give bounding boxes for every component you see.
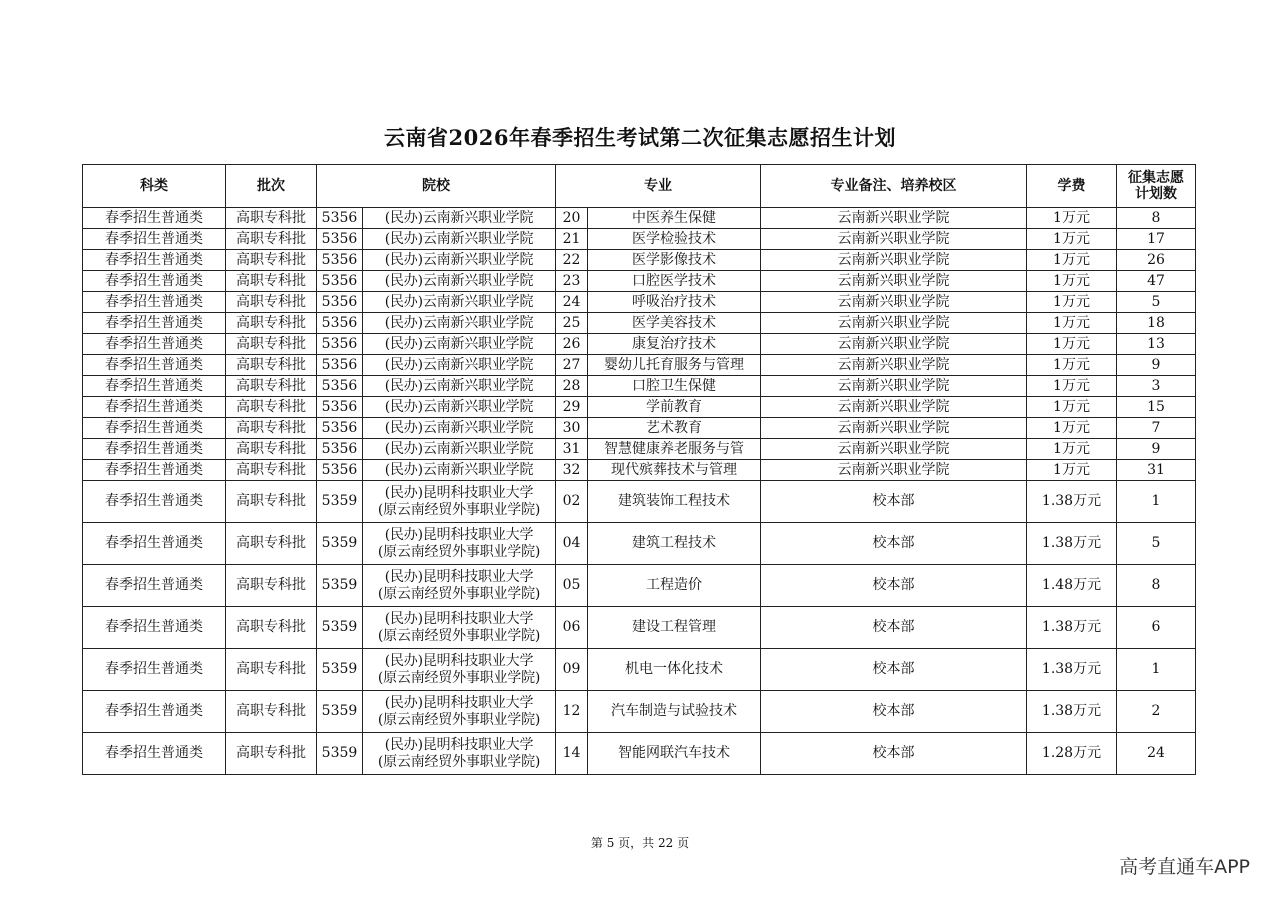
cell-category: 春季招生普通类 — [83, 229, 226, 250]
cell-major: 呼吸治疗技术 — [588, 292, 761, 313]
cell-note: 云南新兴职业学院 — [761, 376, 1027, 397]
cell-batch: 高职专科批 — [226, 376, 317, 397]
header-note: 专业备注、培养校区 — [761, 165, 1027, 208]
cell-fee: 1.38万元 — [1027, 523, 1117, 565]
cell-school — [363, 649, 556, 691]
cell-batch: 高职专科批 — [226, 292, 317, 313]
cell-school-line2: (原云南经贸外事职业学院) — [377, 669, 541, 686]
table-row — [83, 271, 1196, 292]
cell-school-code: 5356 — [317, 418, 363, 439]
cell-school: (民办)云南新兴职业学院 — [363, 229, 556, 250]
cell-plan: 9 — [1117, 355, 1196, 376]
table-row — [83, 691, 1196, 733]
cell-major: 医学检验技术 — [588, 229, 761, 250]
cell-major-code: 22 — [556, 250, 588, 271]
cell-major: 建筑装饰工程技术 — [588, 481, 761, 523]
table-row — [83, 250, 1196, 271]
cell-fee: 1.38万元 — [1027, 481, 1117, 523]
cell-plan: 6 — [1117, 607, 1196, 649]
cell-school-code: 5359 — [317, 565, 363, 607]
header-plan-line1: 征集志愿 — [1128, 170, 1184, 186]
cell-category: 春季招生普通类 — [83, 649, 226, 691]
cell-major-code: 20 — [556, 208, 588, 229]
cell-plan: 1 — [1117, 649, 1196, 691]
cell-category: 春季招生普通类 — [83, 460, 226, 481]
cell-batch: 高职专科批 — [226, 208, 317, 229]
cell-batch: 高职专科批 — [226, 460, 317, 481]
cell-note: 云南新兴职业学院 — [761, 271, 1027, 292]
cell-plan: 47 — [1117, 271, 1196, 292]
table-row — [83, 460, 1196, 481]
cell-plan: 9 — [1117, 439, 1196, 460]
cell-major: 口腔卫生保健 — [588, 376, 761, 397]
cell-school — [363, 523, 556, 565]
cell-note: 云南新兴职业学院 — [761, 418, 1027, 439]
table-row — [83, 292, 1196, 313]
cell-school-code: 5359 — [317, 523, 363, 565]
cell-note: 云南新兴职业学院 — [761, 460, 1027, 481]
header-batch: 批次 — [226, 165, 317, 208]
cell-major-code: 05 — [556, 565, 588, 607]
cell-school-line1: (民办)昆明科技职业大学 — [384, 610, 534, 627]
page-footer: 第 5 页，共 22 页 — [590, 836, 690, 850]
cell-major-code: 29 — [556, 397, 588, 418]
cell-fee: 1万元 — [1027, 460, 1117, 481]
cell-school — [363, 607, 556, 649]
cell-fee: 1.38万元 — [1027, 691, 1117, 733]
header-school: 院校 — [317, 165, 556, 208]
table-row — [83, 313, 1196, 334]
cell-school — [363, 481, 556, 523]
cell-school-line2: (原云南经贸外事职业学院) — [377, 627, 541, 644]
cell-category: 春季招生普通类 — [83, 691, 226, 733]
cell-school-line2: (原云南经贸外事职业学院) — [377, 585, 541, 602]
cell-school-line1: (民办)昆明科技职业大学 — [384, 652, 534, 669]
cell-school-line2: (原云南经贸外事职业学院) — [377, 501, 541, 518]
cell-school-line1: (民办)昆明科技职业大学 — [384, 526, 534, 543]
header-plan-line2: 计划数 — [1135, 186, 1177, 202]
cell-batch: 高职专科批 — [226, 439, 317, 460]
cell-major-code: 27 — [556, 355, 588, 376]
cell-fee: 1.48万元 — [1027, 565, 1117, 607]
cell-school-line2: (原云南经贸外事职业学院) — [377, 753, 541, 770]
cell-major: 医学影像技术 — [588, 250, 761, 271]
cell-school-code: 5359 — [317, 481, 363, 523]
cell-school-code: 5356 — [317, 355, 363, 376]
cell-plan: 8 — [1117, 565, 1196, 607]
cell-fee: 1万元 — [1027, 271, 1117, 292]
cell-category: 春季招生普通类 — [83, 334, 226, 355]
cell-fee: 1万元 — [1027, 292, 1117, 313]
cell-category: 春季招生普通类 — [83, 208, 226, 229]
cell-batch: 高职专科批 — [226, 565, 317, 607]
cell-fee: 1万元 — [1027, 355, 1117, 376]
cell-school: (民办)云南新兴职业学院 — [363, 418, 556, 439]
table-row — [83, 334, 1196, 355]
cell-major-code: 06 — [556, 607, 588, 649]
cell-note: 云南新兴职业学院 — [761, 313, 1027, 334]
cell-category: 春季招生普通类 — [83, 565, 226, 607]
cell-major-code: 26 — [556, 334, 588, 355]
cell-plan: 17 — [1117, 229, 1196, 250]
cell-note: 云南新兴职业学院 — [761, 355, 1027, 376]
cell-school-line1: (民办)昆明科技职业大学 — [384, 484, 534, 501]
cell-school-code: 5356 — [317, 271, 363, 292]
table-row — [83, 229, 1196, 250]
cell-school-code: 5359 — [317, 733, 363, 775]
cell-note: 校本部 — [761, 691, 1027, 733]
header-major: 专业 — [556, 165, 761, 208]
cell-major: 建筑工程技术 — [588, 523, 761, 565]
cell-note: 云南新兴职业学院 — [761, 334, 1027, 355]
cell-batch: 高职专科批 — [226, 607, 317, 649]
cell-school-line1: (民办)昆明科技职业大学 — [384, 736, 534, 753]
cell-batch: 高职专科批 — [226, 733, 317, 775]
header-category: 科类 — [83, 165, 226, 208]
cell-school — [363, 691, 556, 733]
table-header-row — [83, 165, 1196, 208]
cell-school-code: 5356 — [317, 292, 363, 313]
cell-major: 智慧健康养老服务与管 — [588, 439, 761, 460]
cell-school-code: 5356 — [317, 439, 363, 460]
cell-school-code: 5356 — [317, 334, 363, 355]
cell-school-code: 5356 — [317, 376, 363, 397]
cell-school-code: 5359 — [317, 607, 363, 649]
cell-school — [363, 733, 556, 775]
cell-major-code: 09 — [556, 649, 588, 691]
cell-major: 艺术教育 — [588, 418, 761, 439]
header-plan — [1117, 165, 1196, 208]
cell-major: 医学美容技术 — [588, 313, 761, 334]
cell-note: 校本部 — [761, 607, 1027, 649]
cell-school: (民办)云南新兴职业学院 — [363, 292, 556, 313]
cell-major-code: 25 — [556, 313, 588, 334]
cell-school-code: 5356 — [317, 460, 363, 481]
table-row — [83, 481, 1196, 523]
cell-major: 建设工程管理 — [588, 607, 761, 649]
table-row — [83, 439, 1196, 460]
cell-school: (民办)云南新兴职业学院 — [363, 397, 556, 418]
cell-batch: 高职专科批 — [226, 481, 317, 523]
table-row — [83, 565, 1196, 607]
cell-note: 云南新兴职业学院 — [761, 292, 1027, 313]
cell-major: 中医养生保健 — [588, 208, 761, 229]
cell-note: 校本部 — [761, 733, 1027, 775]
cell-major-code: 28 — [556, 376, 588, 397]
cell-batch: 高职专科批 — [226, 691, 317, 733]
cell-major: 机电一体化技术 — [588, 649, 761, 691]
cell-fee: 1万元 — [1027, 439, 1117, 460]
cell-plan: 18 — [1117, 313, 1196, 334]
cell-major: 婴幼儿托育服务与管理 — [588, 355, 761, 376]
cell-school: (民办)云南新兴职业学院 — [363, 355, 556, 376]
cell-category: 春季招生普通类 — [83, 271, 226, 292]
cell-school-code: 5356 — [317, 313, 363, 334]
cell-major-code: 30 — [556, 418, 588, 439]
table-row — [83, 397, 1196, 418]
cell-plan: 13 — [1117, 334, 1196, 355]
cell-school — [363, 565, 556, 607]
watermark: 高考直通车APP — [1119, 856, 1250, 878]
cell-school: (民办)云南新兴职业学院 — [363, 439, 556, 460]
cell-category: 春季招生普通类 — [83, 250, 226, 271]
enrollment-plan-table — [82, 164, 1196, 775]
cell-note: 校本部 — [761, 523, 1027, 565]
cell-school: (民办)云南新兴职业学院 — [363, 250, 556, 271]
cell-school-code: 5356 — [317, 208, 363, 229]
cell-major: 工程造价 — [588, 565, 761, 607]
cell-batch: 高职专科批 — [226, 229, 317, 250]
cell-fee: 1万元 — [1027, 250, 1117, 271]
cell-plan: 7 — [1117, 418, 1196, 439]
cell-major-code: 04 — [556, 523, 588, 565]
table-row — [83, 355, 1196, 376]
cell-fee: 1.38万元 — [1027, 649, 1117, 691]
cell-plan: 5 — [1117, 523, 1196, 565]
cell-category: 春季招生普通类 — [83, 481, 226, 523]
cell-note: 云南新兴职业学院 — [761, 250, 1027, 271]
page-title: 云南省2026年春季招生考试第二次征集志愿招生计划 — [384, 125, 896, 150]
cell-school: (民办)云南新兴职业学院 — [363, 313, 556, 334]
cell-school-line1: (民办)昆明科技职业大学 — [384, 694, 534, 711]
cell-fee: 1万元 — [1027, 334, 1117, 355]
cell-plan: 1 — [1117, 481, 1196, 523]
cell-batch: 高职专科批 — [226, 250, 317, 271]
cell-school: (民办)云南新兴职业学院 — [363, 334, 556, 355]
cell-batch: 高职专科批 — [226, 418, 317, 439]
table-row — [83, 733, 1196, 775]
cell-note: 云南新兴职业学院 — [761, 397, 1027, 418]
cell-plan: 15 — [1117, 397, 1196, 418]
cell-batch: 高职专科批 — [226, 649, 317, 691]
cell-note: 校本部 — [761, 481, 1027, 523]
header-fee: 学费 — [1027, 165, 1117, 208]
cell-note: 校本部 — [761, 565, 1027, 607]
cell-fee: 1万元 — [1027, 313, 1117, 334]
cell-major-code: 14 — [556, 733, 588, 775]
cell-batch: 高职专科批 — [226, 523, 317, 565]
cell-school-code: 5356 — [317, 397, 363, 418]
cell-fee: 1万元 — [1027, 376, 1117, 397]
cell-batch: 高职专科批 — [226, 313, 317, 334]
cell-plan: 24 — [1117, 733, 1196, 775]
cell-category: 春季招生普通类 — [83, 292, 226, 313]
table-row — [83, 376, 1196, 397]
cell-school: (民办)云南新兴职业学院 — [363, 271, 556, 292]
cell-major-code: 31 — [556, 439, 588, 460]
cell-plan: 3 — [1117, 376, 1196, 397]
cell-plan: 8 — [1117, 208, 1196, 229]
cell-major-code: 12 — [556, 691, 588, 733]
cell-school: (民办)云南新兴职业学院 — [363, 208, 556, 229]
table-body — [83, 208, 1196, 775]
cell-major: 汽车制造与试验技术 — [588, 691, 761, 733]
cell-category: 春季招生普通类 — [83, 355, 226, 376]
cell-category: 春季招生普通类 — [83, 523, 226, 565]
cell-category: 春季招生普通类 — [83, 397, 226, 418]
table-row — [83, 649, 1196, 691]
cell-note: 云南新兴职业学院 — [761, 208, 1027, 229]
cell-plan: 2 — [1117, 691, 1196, 733]
table-row — [83, 607, 1196, 649]
cell-school-code: 5356 — [317, 250, 363, 271]
cell-batch: 高职专科批 — [226, 397, 317, 418]
cell-major-code: 21 — [556, 229, 588, 250]
cell-major: 学前教育 — [588, 397, 761, 418]
cell-major-code: 24 — [556, 292, 588, 313]
cell-note: 校本部 — [761, 649, 1027, 691]
cell-batch: 高职专科批 — [226, 355, 317, 376]
cell-major: 口腔医学技术 — [588, 271, 761, 292]
cell-fee: 1万元 — [1027, 208, 1117, 229]
cell-major: 康复治疗技术 — [588, 334, 761, 355]
cell-school-line1: (民办)昆明科技职业大学 — [384, 568, 534, 585]
cell-school-code: 5359 — [317, 691, 363, 733]
cell-category: 春季招生普通类 — [83, 439, 226, 460]
cell-fee: 1万元 — [1027, 418, 1117, 439]
cell-batch: 高职专科批 — [226, 271, 317, 292]
cell-fee: 1.28万元 — [1027, 733, 1117, 775]
cell-school-code: 5359 — [317, 649, 363, 691]
cell-fee: 1.38万元 — [1027, 607, 1117, 649]
cell-major: 现代殡葬技术与管理 — [588, 460, 761, 481]
cell-school-code: 5356 — [317, 229, 363, 250]
cell-school-line2: (原云南经贸外事职业学院) — [377, 711, 541, 728]
cell-category: 春季招生普通类 — [83, 376, 226, 397]
cell-batch: 高职专科批 — [226, 334, 317, 355]
cell-major-code: 02 — [556, 481, 588, 523]
table-row — [83, 523, 1196, 565]
cell-school: (民办)云南新兴职业学院 — [363, 376, 556, 397]
cell-note: 云南新兴职业学院 — [761, 229, 1027, 250]
cell-fee: 1万元 — [1027, 229, 1117, 250]
cell-plan: 31 — [1117, 460, 1196, 481]
cell-fee: 1万元 — [1027, 397, 1117, 418]
cell-plan: 26 — [1117, 250, 1196, 271]
cell-plan: 5 — [1117, 292, 1196, 313]
cell-major-code: 23 — [556, 271, 588, 292]
cell-note: 云南新兴职业学院 — [761, 439, 1027, 460]
cell-major-code: 32 — [556, 460, 588, 481]
cell-category: 春季招生普通类 — [83, 313, 226, 334]
cell-category: 春季招生普通类 — [83, 733, 226, 775]
table-row — [83, 208, 1196, 229]
table-row — [83, 418, 1196, 439]
cell-category: 春季招生普通类 — [83, 418, 226, 439]
cell-school-line2: (原云南经贸外事职业学院) — [377, 543, 541, 560]
cell-category: 春季招生普通类 — [83, 607, 226, 649]
cell-major: 智能网联汽车技术 — [588, 733, 761, 775]
cell-school: (民办)云南新兴职业学院 — [363, 460, 556, 481]
